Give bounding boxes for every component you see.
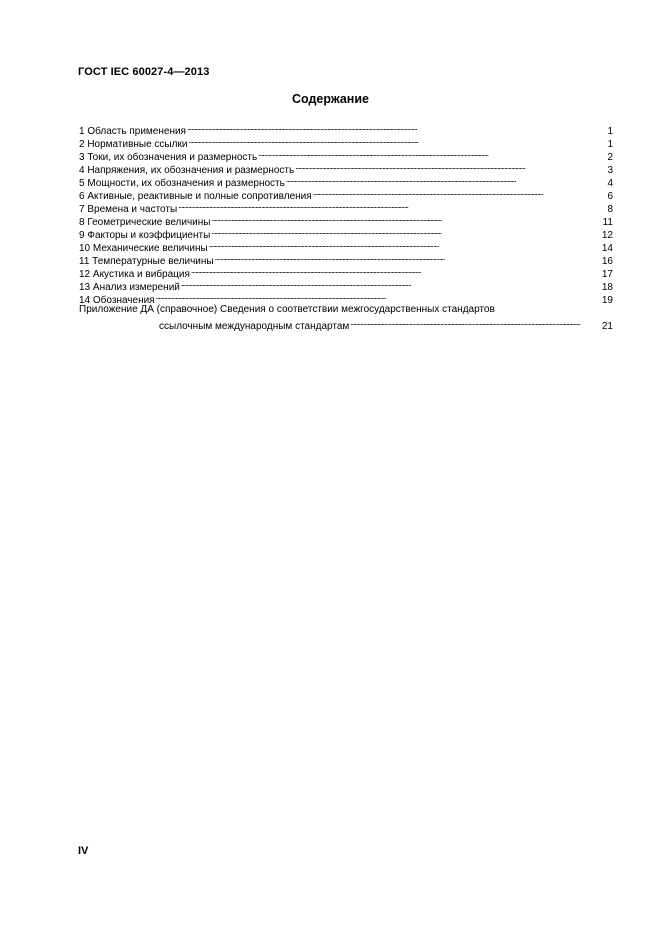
toc-entry-page: 11 — [602, 217, 613, 228]
annex-page-number: 21 — [601, 321, 613, 332]
toc-entry-label: 1 Область применения — [79, 126, 186, 137]
annex-title-line1: Приложение ДА (справочное) Сведения о соответствии межгосударственных стандартов — [79, 304, 495, 315]
toc-entry[interactable] — [79, 121, 613, 137]
dot-leader — [313, 186, 607, 199]
page-number: IV — [78, 845, 89, 857]
page-title: Содержание — [291, 92, 369, 106]
toc-entry-label: 6 Активные, реактивные и полные сопротивления — [79, 191, 312, 202]
toc-entry-page: 12 — [601, 230, 613, 241]
toc-entry[interactable] — [79, 290, 613, 306]
dot-leader — [258, 147, 606, 160]
dot-leader — [187, 121, 606, 134]
toc-entry-label: 14 Обозначения — [79, 295, 155, 306]
toc-entry-label: 12 Акустика и вибрация — [79, 269, 190, 280]
dot-leader — [209, 238, 601, 251]
toc-entry-label: 3 Токи, их обозначения и размерность — [79, 152, 258, 163]
dot-leader — [181, 277, 601, 290]
toc-entry-annex[interactable] — [79, 303, 613, 332]
table-of-contents — [79, 121, 613, 332]
dot-leader — [295, 160, 606, 173]
toc-entry-page: 3 — [607, 165, 613, 176]
toc-entry-page: 14 — [601, 243, 613, 254]
toc-entry-label: 13 Анализ измерений — [79, 282, 180, 293]
dot-leader — [178, 199, 606, 212]
toc-entry-page: 1 — [607, 139, 613, 150]
toc-entry-label: 7 Времена и частоты — [79, 204, 178, 215]
dot-leader — [215, 251, 601, 264]
dot-leader — [211, 212, 601, 225]
toc-entry-label: 8 Геометрические величины — [79, 217, 211, 228]
dot-leader — [156, 290, 601, 303]
annex-title-line2: ссылочным международным стандартам — [159, 321, 350, 332]
toc-entry-page: 2 — [607, 152, 613, 163]
toc-entry-page: 17 — [601, 269, 613, 280]
toc-entry-page: 1 — [607, 126, 613, 137]
dot-leader — [188, 134, 606, 147]
toc-entry-page: 6 — [607, 191, 613, 202]
annex-title-line2-row — [79, 316, 613, 332]
dot-leader — [350, 316, 601, 329]
toc-entry-label: 2 Нормативные ссылки — [79, 139, 188, 150]
toc-entry-label: 4 Напряжения, их обозначения и размерность — [79, 165, 295, 176]
toc-entry-page: 8 — [607, 204, 613, 215]
toc-entry-page: 18 — [601, 282, 613, 293]
toc-list — [79, 121, 613, 306]
dot-leader — [286, 173, 607, 186]
toc-entry-page: 4 — [607, 178, 613, 189]
toc-entry-page: 19 — [601, 295, 613, 306]
toc-entry-label: 11 Температурные величины — [79, 256, 214, 267]
dot-leader — [191, 264, 601, 277]
toc-entry-label: 5 Мощности, их обозначения и размерность — [79, 178, 285, 189]
toc-entry-page: 16 — [601, 256, 613, 267]
document-header: ГОСТ IEC 60027-4—2013 — [78, 66, 210, 78]
toc-entry-label: 9 Факторы и коэффициенты — [79, 230, 211, 241]
toc-entry-label: 10 Механические величины — [79, 243, 208, 254]
dot-leader — [211, 225, 601, 238]
